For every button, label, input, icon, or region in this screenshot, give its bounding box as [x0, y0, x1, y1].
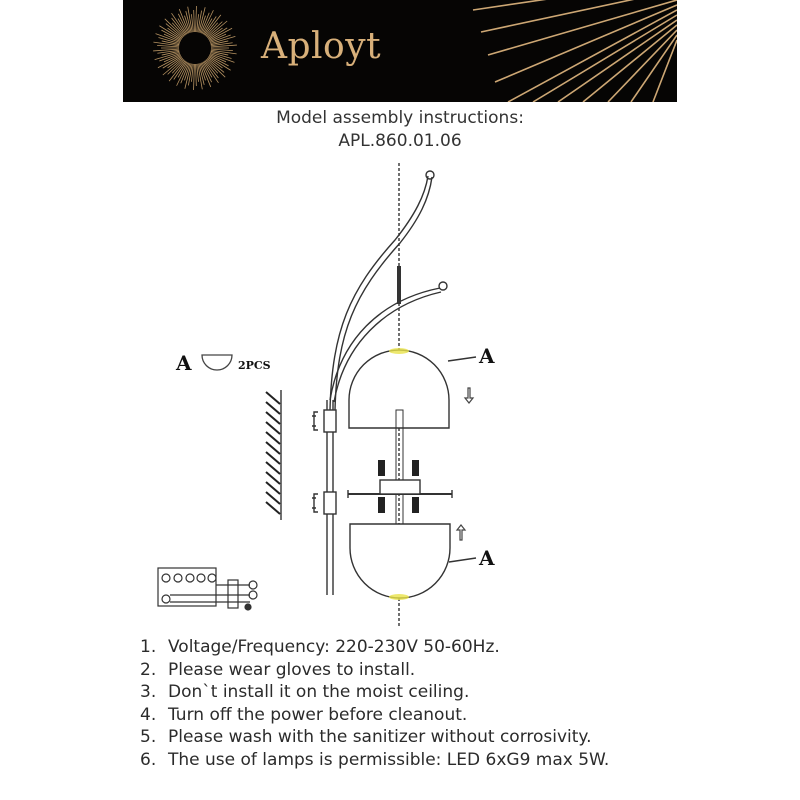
part-label-a: A [176, 351, 192, 375]
page-title: Model assembly instructions: [276, 108, 524, 128]
svg-text:A: A [479, 546, 495, 570]
instruction-notes [140, 636, 609, 771]
sunburst-logo-icon [123, 0, 677, 102]
svg-text:A: A [479, 344, 495, 368]
note-item: 5. Please wash with the sanitizer without corrosivity. [140, 727, 592, 747]
note-item: 4. Turn off the power before cleanout. [140, 704, 468, 725]
brand-banner [123, 0, 677, 102]
model-number: APL.860.01.06 [338, 131, 462, 151]
note-item: 6. The use of lamps is permissible: LED 6xG9 max 5W. [140, 749, 610, 770]
note-item: 1. Voltage/Frequency: 220-230V 50-60Hz. [140, 637, 500, 657]
brand-name: Aployt [261, 26, 382, 67]
svg-text:2PCS: 2PCS [238, 359, 271, 372]
half-sphere-shade-icon [202, 355, 232, 370]
note-item: 2. Please wear gloves to install. [140, 659, 416, 680]
assembly-diagram [150, 160, 500, 630]
note-item: 3. Don`t install it on the moist ceiling. [140, 682, 470, 702]
